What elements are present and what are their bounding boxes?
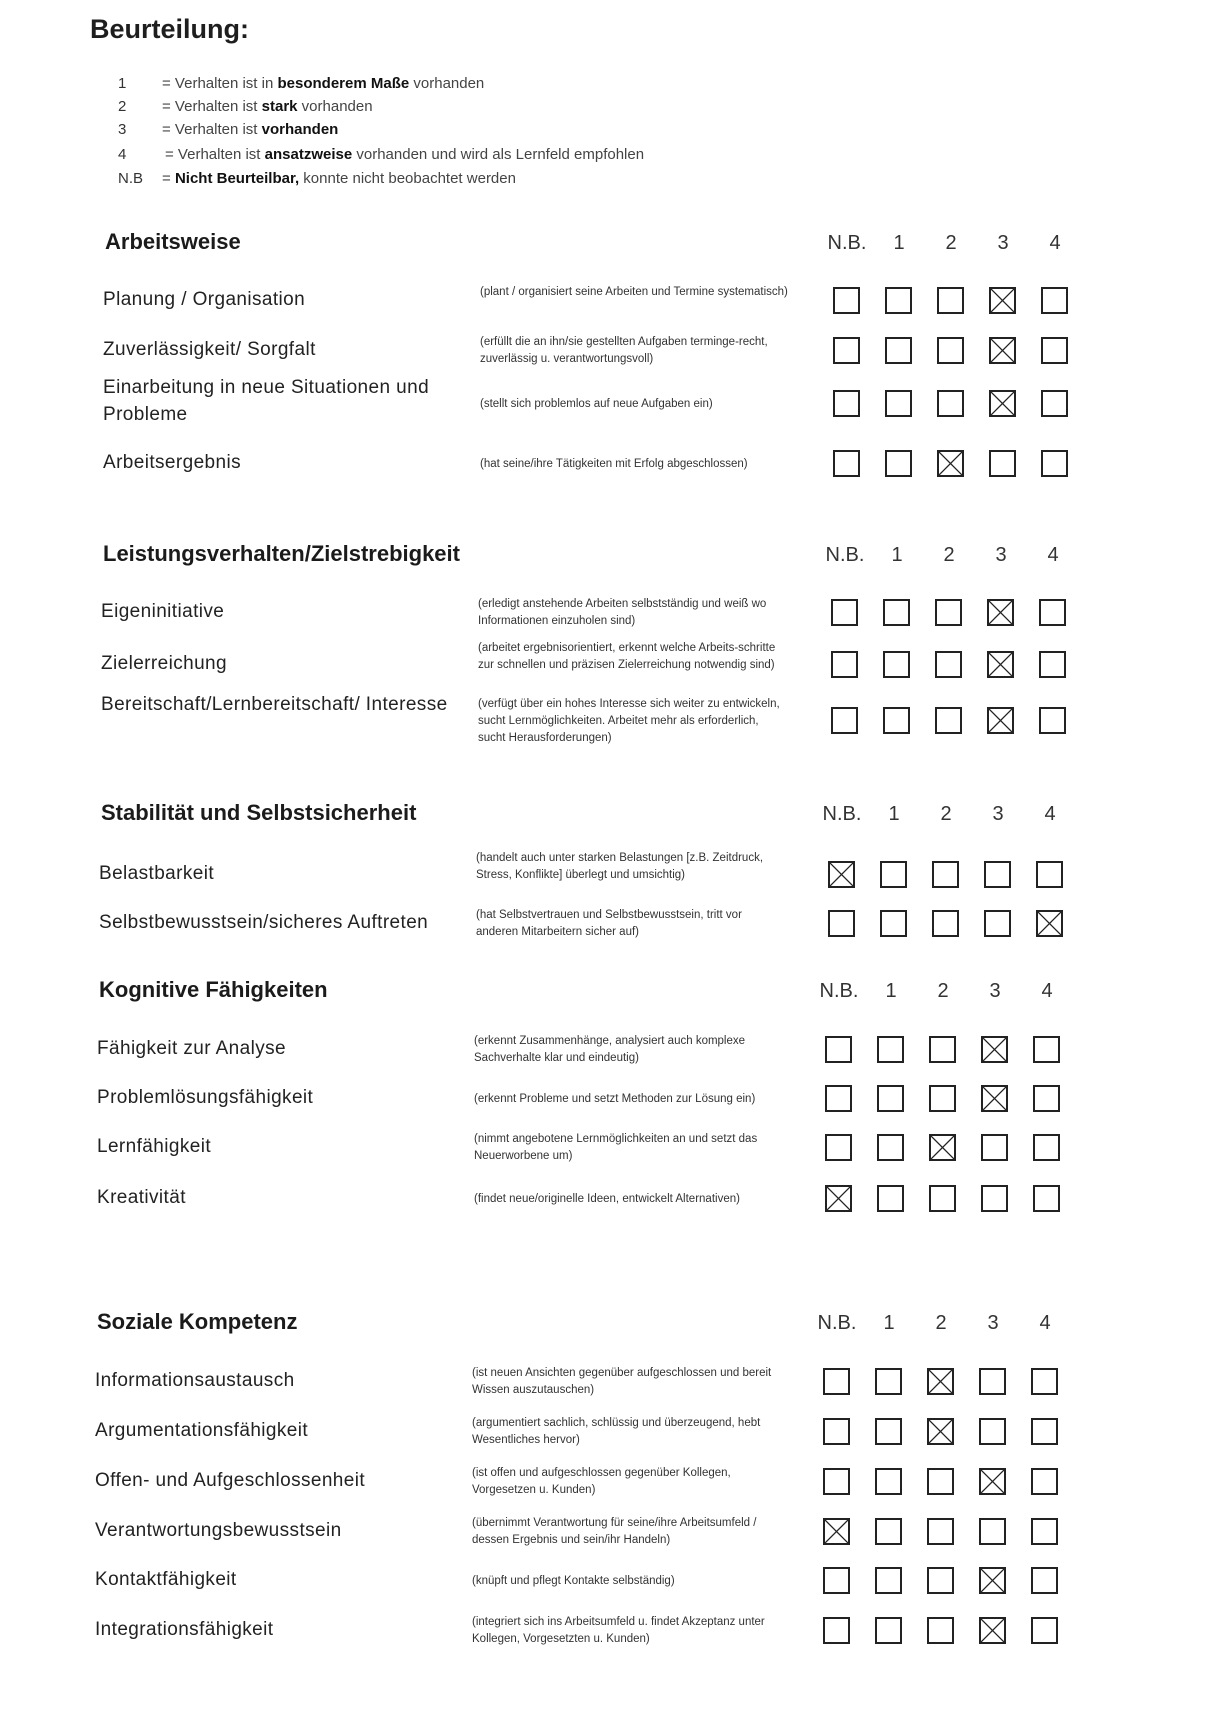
- rating-checkbox-2-checked[interactable]: [937, 450, 964, 477]
- rating-checkbox-2[interactable]: [927, 1468, 954, 1495]
- scale-header: 4: [1049, 232, 1061, 254]
- rating-checkbox-3-checked[interactable]: [979, 1617, 1006, 1644]
- scale-header: N.B.: [819, 980, 859, 1002]
- criterion-description: (erkennt Zusammenhänge, analysiert auch komplexe Sachverhalte klar und eindeutig): [474, 1035, 746, 1064]
- criterion-label: Einarbeitung in neue Situationen und Probleme: [103, 377, 430, 425]
- rating-checkbox-3-checked[interactable]: [989, 287, 1016, 314]
- rating-checkbox-nb[interactable]: [833, 450, 860, 477]
- rating-checkbox-2[interactable]: [937, 337, 964, 364]
- page-title: Beurteilung:: [90, 14, 249, 44]
- rating-checkbox-3-checked[interactable]: [987, 651, 1014, 678]
- rating-checkbox-2[interactable]: [937, 390, 964, 417]
- criterion-description: (arbeitet ergebnisorientiert, erkennt welche Arbeits-schritte zur schnellen und präzisen Zielerreichung notwendig sind): [478, 641, 776, 671]
- rating-checkbox-4[interactable]: [1039, 599, 1066, 626]
- rating-checkbox-nb-checked[interactable]: [828, 861, 855, 888]
- legend-key: 1: [118, 75, 127, 92]
- rating-checkbox-2[interactable]: [935, 707, 962, 734]
- section-heading: Stabilität und Selbstsicherheit: [101, 800, 417, 825]
- criterion-description: (erledigt anstehende Arbeiten selbstständig und weiß wo Informationen einzuholen sind): [478, 598, 767, 627]
- rating-checkbox-3-checked[interactable]: [987, 707, 1014, 734]
- rating-checkbox-3[interactable]: [984, 910, 1011, 937]
- cross-mark-icon: [991, 392, 1014, 415]
- rating-checkbox-3-checked[interactable]: [981, 1085, 1008, 1112]
- rating-checkbox-4[interactable]: [1039, 707, 1066, 734]
- legend-text: = Verhalten ist in: [162, 75, 278, 92]
- legend-text: = Verhalten ist: [162, 121, 262, 138]
- criterion-description: (ist offen und aufgeschlossen gegenüber Kollegen, Vorgesetzen u. Kunden): [472, 1467, 731, 1496]
- rating-checkbox-1[interactable]: [875, 1368, 902, 1395]
- scale-header: 4: [1041, 980, 1053, 1002]
- rating-checkbox-nb[interactable]: [833, 337, 860, 364]
- criterion-label: Problemlösungsfähigkeit: [97, 1087, 314, 1108]
- rating-checkbox-3-checked[interactable]: [981, 1036, 1008, 1063]
- rating-checkbox-4[interactable]: [1033, 1036, 1060, 1063]
- rating-checkbox-4[interactable]: [1033, 1085, 1060, 1112]
- cross-mark-icon: [991, 339, 1014, 362]
- legend-text: = Verhalten ist: [165, 146, 265, 163]
- rating-checkbox-4[interactable]: [1039, 651, 1066, 678]
- criterion-label: Fähigkeit zur Analyse: [97, 1038, 286, 1059]
- rating-checkbox-4[interactable]: [1033, 1185, 1060, 1212]
- rating-checkbox-4[interactable]: [1031, 1567, 1058, 1594]
- legend-text: vorhanden: [297, 98, 373, 115]
- cross-mark-icon: [983, 1087, 1006, 1110]
- scale-header: 3: [995, 544, 1007, 566]
- criterion-label: Kreativität: [97, 1187, 186, 1208]
- legend-emphasis: besonderem Maße: [277, 75, 410, 92]
- scale-header: 2: [940, 803, 952, 825]
- rating-checkbox-2[interactable]: [937, 287, 964, 314]
- rating-checkbox-1[interactable]: [875, 1567, 902, 1594]
- criterion-label: Integrationsfähigkeit: [95, 1619, 274, 1640]
- rating-checkbox-2[interactable]: [932, 910, 959, 937]
- rating-checkbox-4[interactable]: [1031, 1418, 1058, 1445]
- criterion-label: Argumentationsfähigkeit: [95, 1420, 309, 1441]
- rating-checkbox-1[interactable]: [883, 651, 910, 678]
- section-heading: Arbeitsweise: [105, 229, 241, 254]
- criterion-description: (ist neuen Ansichten gegenüber aufgeschlossen und bereit Wissen auszutauschen): [472, 1367, 772, 1396]
- legend-emphasis: stark: [261, 98, 298, 115]
- criterion-label: Belastbarkeit: [99, 863, 215, 884]
- rating-checkbox-1[interactable]: [880, 861, 907, 888]
- criterion-description: (hat Selbstvertrauen und Selbstbewusstsein, tritt vor anderen Mitarbeitern sicher auf): [476, 909, 742, 938]
- criterion-label: Bereitschaft/Lernbereitschaft/ Interesse: [101, 694, 448, 715]
- rating-checkbox-2[interactable]: [929, 1036, 956, 1063]
- section-heading: Leistungsverhalten/Zielstrebigkeit: [103, 541, 460, 566]
- legend-description: [162, 98, 373, 115]
- rating-checkbox-1[interactable]: [877, 1085, 904, 1112]
- scale-header: 4: [1047, 544, 1059, 566]
- rating-checkbox-4[interactable]: [1041, 337, 1068, 364]
- rating-checkbox-nb[interactable]: [823, 1567, 850, 1594]
- cross-mark-icon: [981, 1569, 1004, 1592]
- scale-header: 2: [937, 980, 949, 1002]
- criterion-description: (verfügt über ein hohes Interesse sich weiter zu entwickeln, sucht Lernmöglichkeiten. Arbeitet mehr als erforderlich, sucht Herausforderungen): [478, 697, 780, 744]
- section-heading: Soziale Kompetenz: [97, 1309, 298, 1334]
- criterion-description: (argumentiert sachlich, schlüssig und überzeugend, hebt Wesentliches hervor): [472, 1417, 761, 1446]
- legend-text: =: [162, 170, 175, 187]
- rating-checkbox-4[interactable]: [1041, 450, 1068, 477]
- cross-mark-icon: [929, 1420, 952, 1443]
- scale-header: N.B.: [827, 232, 867, 254]
- cross-mark-icon: [827, 1187, 850, 1210]
- cross-mark-icon: [983, 1038, 1006, 1061]
- criterion-description: (knüpft und pflegt Kontakte selbständig): [472, 1574, 675, 1587]
- criterion-description: (erkennt Probleme und setzt Methoden zur Lösung ein): [474, 1092, 756, 1105]
- rating-checkbox-3[interactable]: [989, 450, 1016, 477]
- legend-description: [162, 170, 516, 187]
- scale-header: 4: [1039, 1312, 1051, 1334]
- rating-checkbox-1[interactable]: [880, 910, 907, 937]
- rating-checkbox-nb[interactable]: [831, 651, 858, 678]
- cross-mark-icon: [981, 1470, 1004, 1493]
- scale-header: 4: [1044, 803, 1056, 825]
- criterion-label: Planung / Organisation: [103, 289, 306, 310]
- legend-emphasis: ansatzweise: [264, 146, 353, 163]
- rating-checkbox-2[interactable]: [927, 1567, 954, 1594]
- criterion-description: (integriert sich ins Arbeitsumfeld u. findet Akzeptanz unter Kollegen, Vorgesetzten u. Kunden): [472, 1616, 765, 1645]
- rating-checkbox-4-checked[interactable]: [1036, 910, 1063, 937]
- cross-mark-icon: [929, 1370, 952, 1393]
- rating-checkbox-2[interactable]: [932, 861, 959, 888]
- rating-checkbox-2[interactable]: [935, 599, 962, 626]
- criterion-description: (erfüllt die an ihn/sie gestellten Aufgaben terminge-recht, zuverlässig u. verantwortungsvoll): [480, 336, 768, 365]
- scale-header: 2: [945, 232, 957, 254]
- rating-checkbox-2[interactable]: [929, 1185, 956, 1212]
- scale-header: 2: [943, 544, 955, 566]
- rating-checkbox-4[interactable]: [1041, 287, 1068, 314]
- rating-checkbox-1[interactable]: [883, 707, 910, 734]
- rating-checkbox-3-checked[interactable]: [979, 1567, 1006, 1594]
- legend-text: konnte nicht beobachtet werden: [299, 170, 516, 187]
- scale-header: N.B.: [822, 803, 862, 825]
- rating-checkbox-nb[interactable]: [825, 1036, 852, 1063]
- legend-description: [162, 121, 338, 138]
- criterion-label: Zielerreichung: [101, 653, 227, 674]
- rating-checkbox-nb[interactable]: [828, 910, 855, 937]
- criterion-label: Selbstbewusstsein/sicheres Auftreten: [99, 912, 429, 933]
- scale-header: 3: [997, 232, 1009, 254]
- criterion-description: (hat seine/ihre Tätigkeiten mit Erfolg abgeschlossen): [480, 457, 748, 470]
- rating-checkbox-nb[interactable]: [823, 1418, 850, 1445]
- rating-checkbox-3[interactable]: [979, 1368, 1006, 1395]
- rating-checkbox-nb[interactable]: [831, 707, 858, 734]
- criterion-label: Informationsaustausch: [95, 1370, 295, 1391]
- scale-header: 3: [992, 803, 1004, 825]
- criterion-label: Verantwortungsbewusstsein: [95, 1520, 342, 1541]
- rating-checkbox-4[interactable]: [1031, 1368, 1058, 1395]
- cross-mark-icon: [989, 709, 1012, 732]
- rating-checkbox-2[interactable]: [927, 1518, 954, 1545]
- legend-description: [162, 75, 484, 92]
- scale-header: 1: [891, 544, 903, 566]
- cross-mark-icon: [989, 601, 1012, 624]
- rating-checkbox-1[interactable]: [885, 337, 912, 364]
- rating-checkbox-4[interactable]: [1041, 390, 1068, 417]
- legend-description: [165, 146, 644, 163]
- rating-checkbox-nb[interactable]: [823, 1368, 850, 1395]
- scale-header: 2: [935, 1312, 947, 1334]
- rating-checkbox-nb[interactable]: [831, 599, 858, 626]
- rating-checkbox-4[interactable]: [1031, 1468, 1058, 1495]
- rating-checkbox-nb-checked[interactable]: [823, 1518, 850, 1545]
- rating-checkbox-2-checked[interactable]: [927, 1418, 954, 1445]
- rating-checkbox-2-checked[interactable]: [927, 1368, 954, 1395]
- rating-checkbox-1[interactable]: [885, 390, 912, 417]
- rating-checkbox-2-checked[interactable]: [929, 1134, 956, 1161]
- scale-header: 1: [893, 232, 905, 254]
- rating-checkbox-3[interactable]: [984, 861, 1011, 888]
- rating-checkbox-1[interactable]: [875, 1617, 902, 1644]
- rating-checkbox-nb[interactable]: [833, 390, 860, 417]
- rating-checkbox-nb[interactable]: [823, 1617, 850, 1644]
- criterion-description: (findet neue/originelle Ideen, entwickelt Alternativen): [474, 1192, 740, 1205]
- rating-checkbox-2[interactable]: [929, 1085, 956, 1112]
- criterion-label: Lernfähigkeit: [97, 1136, 211, 1157]
- legend-emphasis: vorhanden: [261, 121, 339, 138]
- rating-checkbox-1[interactable]: [877, 1036, 904, 1063]
- criterion-label: Arbeitsergebnis: [103, 452, 242, 473]
- cross-mark-icon: [939, 452, 962, 475]
- rating-checkbox-3-checked[interactable]: [979, 1468, 1006, 1495]
- section-heading: Kognitive Fähigkeiten: [99, 977, 328, 1002]
- rating-checkbox-nb[interactable]: [825, 1134, 852, 1161]
- cross-mark-icon: [991, 289, 1014, 312]
- criterion-description: (übernimmt Verantwortung für seine/ihre Arbeitsumfeld / dessen Ergebnis und sein/ihr Handeln): [472, 1517, 757, 1546]
- legend-key: 2: [118, 98, 127, 115]
- cross-mark-icon: [989, 653, 1012, 676]
- rating-checkbox-3[interactable]: [981, 1134, 1008, 1161]
- cross-mark-icon: [1038, 912, 1061, 935]
- criterion-description: (stellt sich problemlos auf neue Aufgaben ein): [480, 397, 713, 410]
- rating-checkbox-2[interactable]: [927, 1617, 954, 1644]
- rating-checkbox-1[interactable]: [885, 287, 912, 314]
- legend-text: vorhanden: [409, 75, 485, 92]
- rating-checkbox-nb[interactable]: [823, 1468, 850, 1495]
- criterion-label: Offen- und Aufgeschlossenheit: [95, 1470, 366, 1491]
- legend-key: 3: [118, 121, 127, 138]
- cross-mark-icon: [830, 863, 853, 886]
- scale-header: N.B.: [825, 544, 865, 566]
- rating-checkbox-1[interactable]: [875, 1468, 902, 1495]
- scale-header: 3: [987, 1312, 999, 1334]
- legend-text: = Verhalten ist: [162, 98, 262, 115]
- legend-text: vorhanden und wird als Lernfeld empfohlen: [352, 146, 645, 163]
- criterion-description: (handelt auch unter starken Belastungen [z.B. Zeitdruck, Stress, Konflikte] überlegt und umsichtig): [476, 851, 764, 881]
- scale-header: 1: [885, 980, 897, 1002]
- legend-emphasis: Nicht Beurteilbar,: [174, 170, 300, 187]
- legend-key: 4: [118, 146, 127, 163]
- rating-checkbox-1[interactable]: [875, 1518, 902, 1545]
- scale-header: 3: [989, 980, 1001, 1002]
- rating-checkbox-3-checked[interactable]: [989, 390, 1016, 417]
- rating-checkbox-3[interactable]: [979, 1518, 1006, 1545]
- criterion-label: Zuverlässigkeit/ Sorgfalt: [103, 339, 316, 360]
- rating-checkbox-3[interactable]: [981, 1185, 1008, 1212]
- criterion-label: Kontaktfähigkeit: [95, 1569, 237, 1590]
- scale-header: 1: [883, 1312, 895, 1334]
- rating-checkbox-1[interactable]: [875, 1418, 902, 1445]
- rating-checkbox-1[interactable]: [877, 1134, 904, 1161]
- rating-checkbox-1[interactable]: [885, 450, 912, 477]
- rating-checkbox-4[interactable]: [1031, 1617, 1058, 1644]
- criterion-description: (nimmt angebotene Lernmöglichkeiten an und setzt das Neuerworbene um): [474, 1133, 758, 1162]
- criterion-description: (plant / organisiert seine Arbeiten und Termine systematisch): [480, 286, 788, 298]
- rating-checkbox-1[interactable]: [877, 1185, 904, 1212]
- rating-checkbox-nb[interactable]: [833, 287, 860, 314]
- rating-checkbox-4[interactable]: [1036, 861, 1063, 888]
- rating-checkbox-nb[interactable]: [825, 1085, 852, 1112]
- rating-checkbox-4[interactable]: [1033, 1134, 1060, 1161]
- criterion-label: Eigeninitiative: [101, 601, 225, 622]
- scale-header: N.B.: [817, 1312, 857, 1334]
- rating-checkbox-3[interactable]: [979, 1418, 1006, 1445]
- rating-checkbox-nb-checked[interactable]: [825, 1185, 852, 1212]
- rating-checkbox-3-checked[interactable]: [987, 599, 1014, 626]
- cross-mark-icon: [931, 1136, 954, 1159]
- rating-checkbox-4[interactable]: [1031, 1518, 1058, 1545]
- rating-checkbox-3-checked[interactable]: [989, 337, 1016, 364]
- cross-mark-icon: [825, 1520, 848, 1543]
- rating-checkbox-1[interactable]: [883, 599, 910, 626]
- scale-header: 1: [888, 803, 900, 825]
- cross-mark-icon: [981, 1619, 1004, 1642]
- legend-key: N.B: [118, 170, 144, 187]
- rating-checkbox-2[interactable]: [935, 651, 962, 678]
